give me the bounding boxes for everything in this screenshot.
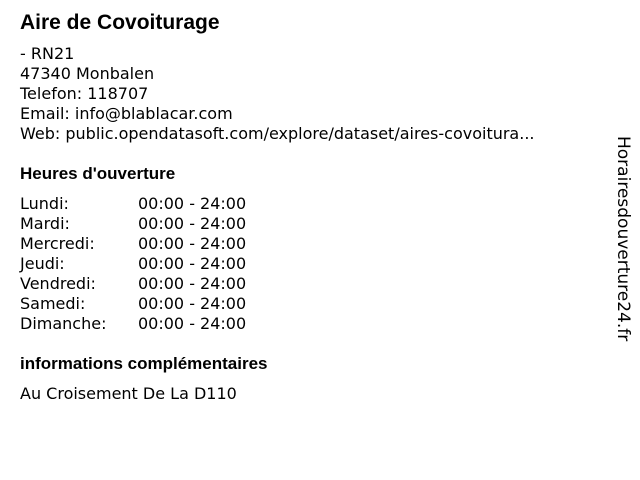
address-city: 47340 Monbalen <box>20 64 155 83</box>
time-range: 00:00 - 24:00 <box>138 234 247 253</box>
website-link[interactable]: Web: public.opendatasoft.com/explore/dataset/aires-covoitura... <box>20 124 535 143</box>
site-watermark: Horairesdouverture24.fr <box>613 136 633 342</box>
hours-row-monday <box>20 194 280 214</box>
hours-row-sunday <box>20 314 280 334</box>
hours-row-wednesday <box>20 234 280 254</box>
time-range: 00:00 - 24:00 <box>138 294 247 313</box>
hours-row-thursday <box>20 254 280 274</box>
time-range: 00:00 - 24:00 <box>138 314 247 333</box>
hours-row-saturday <box>20 294 280 314</box>
hours-row-friday <box>20 274 280 294</box>
time-range: 00:00 - 24:00 <box>138 194 247 213</box>
opening-hours-table <box>20 194 280 334</box>
day-label: Vendredi: <box>20 274 96 293</box>
time-range: 00:00 - 24:00 <box>138 254 247 273</box>
day-label: Dimanche: <box>20 314 107 333</box>
time-range: 00:00 - 24:00 <box>138 274 247 293</box>
day-label: Samedi: <box>20 294 86 313</box>
day-label: Mercredi: <box>20 234 95 253</box>
additional-info-text: Au Croisement De La D110 <box>20 384 237 403</box>
email-link[interactable]: Email: info@blablacar.com <box>20 104 233 123</box>
opening-hours-heading: Heures d'ouverture <box>20 164 176 183</box>
address-street: - RN21 <box>20 44 75 63</box>
address-block <box>20 44 535 144</box>
phone-number: Telefon: 118707 <box>20 84 149 103</box>
day-label: Mardi: <box>20 214 70 233</box>
day-label: Lundi: <box>20 194 69 213</box>
day-label: Jeudi: <box>20 254 65 273</box>
hours-row-tuesday <box>20 214 280 234</box>
page-title: Aire de Covoiturage <box>20 11 220 34</box>
time-range: 00:00 - 24:00 <box>138 214 247 233</box>
additional-info-heading: informations complémentaires <box>20 354 268 373</box>
